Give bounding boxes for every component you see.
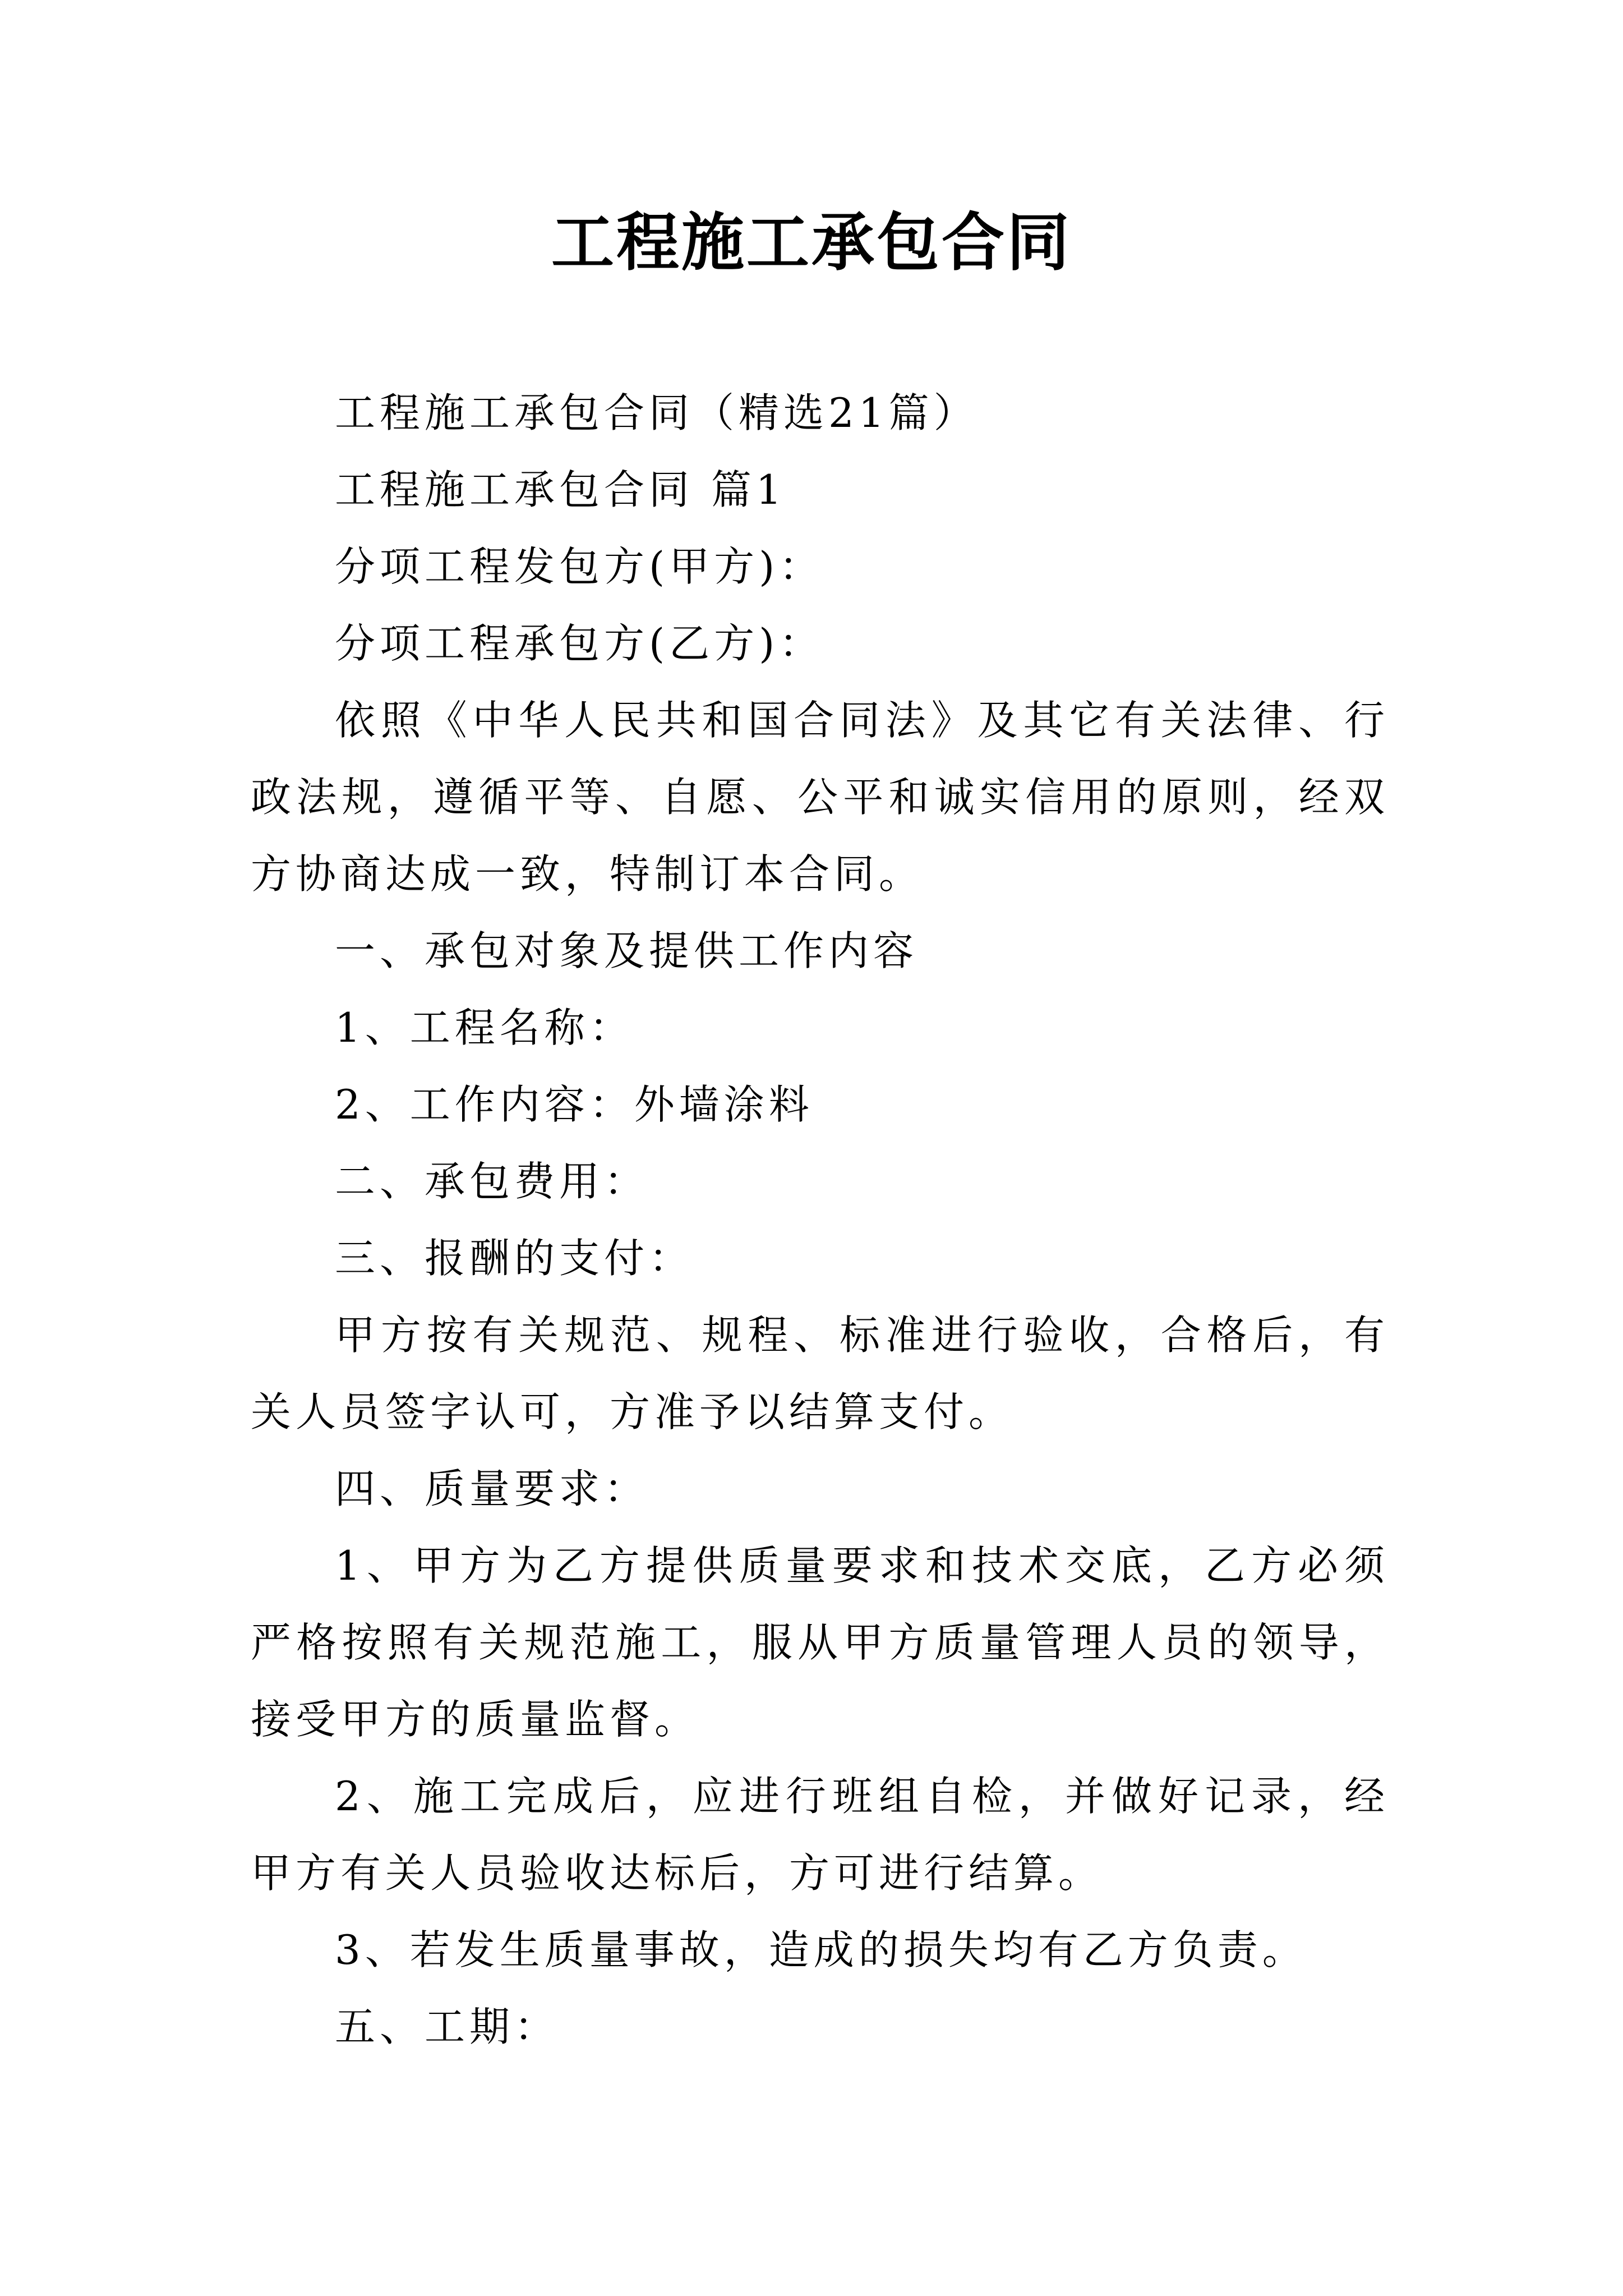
paragraph-party-b: 分项工程承包方(乙方)：: [335, 620, 824, 667]
paragraph-clause-4-heading: 四、质量要求：: [335, 1465, 649, 1512]
paragraph-clause-5-heading: 五、工期：: [335, 2003, 560, 2050]
paragraph-quality-2: 2、施工完成后，应进行班组自检，并做好记录，经甲方有关人员验收达标后，方可进行结算。: [251, 1773, 1389, 1897]
paragraph-payment-terms: 甲方按有关规范、规程、标准进行验收，合格后，有关人员签字认可，方准予以结算支付。: [251, 1312, 1389, 1435]
paragraph-party-a: 分项工程发包方(甲方)：: [335, 543, 824, 590]
paragraph-preamble: 依照《中华人民共和国合同法》及其它有关法律、行政法规，遵循平等、自愿、公平和诚实信用的原则，经双方协商达成一致，特制订本合同。: [251, 697, 1389, 898]
document-title: 工程施工承包合同: [551, 206, 1072, 279]
paragraph-section-heading: 工程施工承包合同 篇1: [335, 466, 786, 513]
paragraph-work-content: 2、工作内容：外墙涂料: [335, 1081, 814, 1128]
paragraph-subtitle: 工程施工承包合同（精选21篇）: [335, 389, 979, 436]
paragraph-quality-3: 3、若发生质量事故，造成的损失均有乙方负责。: [335, 1926, 1307, 1973]
document-body: [251, 375, 1389, 2065]
paragraph-clause-3-heading: 三、报酬的支付：: [335, 1235, 694, 1282]
paragraph-clause-1-heading: 一、承包对象及提供工作内容: [335, 927, 919, 974]
paragraph-project-name: 1、工程名称：: [335, 1004, 634, 1051]
paragraph-clause-2-heading: 二、承包费用：: [335, 1158, 649, 1205]
paragraph-quality-1: 1、甲方为乙方提供质量要求和技术交底，乙方必须严格按照有关规范施工，服从甲方质量管理人员的领导，接受甲方的质量监督。: [251, 1542, 1389, 1743]
